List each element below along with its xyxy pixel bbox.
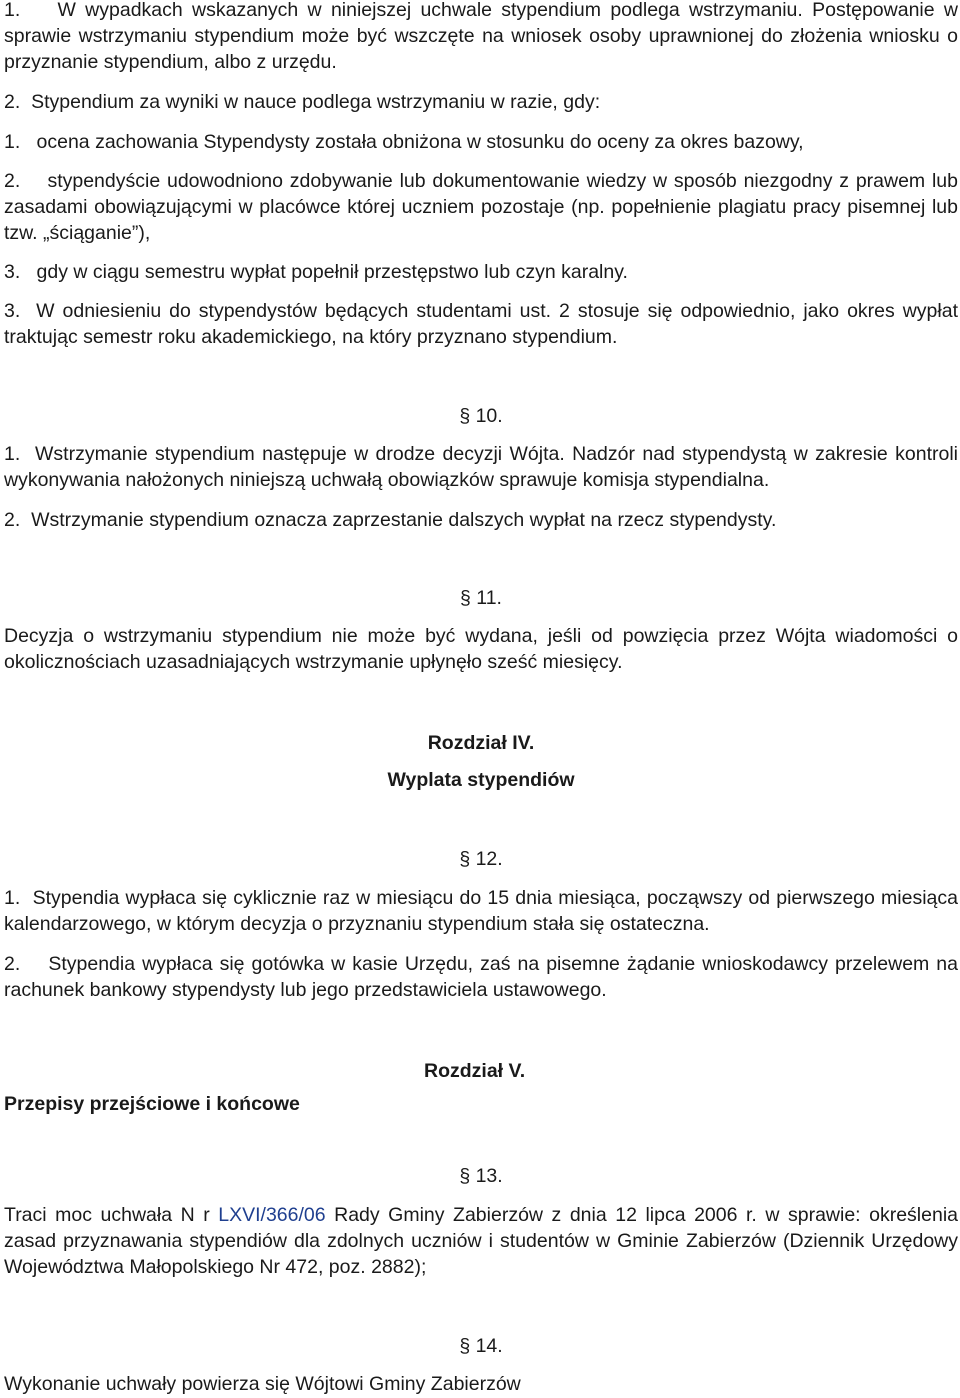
- condition-item-2: 2. stypendyście udowodniono zdobywanie lub dokumentowanie wiedzy w sposób niezgodny z prawem lub zasadami obowiązującymi w placówce której uczniem pozostaje (np. popełnienie plagiatu pracy pisemnej lub tzw. „ściąganie”),: [4, 170, 958, 244]
- repeal-text-start: Traci moc uchwała N r: [4, 1204, 219, 1226]
- section-heading-11: § 11.: [460, 587, 502, 609]
- resolution-link[interactable]: LXVI/366/06: [218, 1204, 326, 1226]
- paragraph-repeal: [4, 1202, 958, 1280]
- paragraph-suspension-meaning: 2. Wstrzymanie stypendium oznacza zaprzestanie dalszych wypłat na rzecz stypendysty.: [4, 509, 777, 531]
- paragraph-deadline: Decyzja o wstrzymaniu stypendium nie może być wydana, jeśli od powzięcia przez Wójta wiadomości o okolicznościach uzasadniających wstrzymanie upłynęło sześć miesięcy.: [4, 625, 958, 673]
- section-heading-10: § 10.: [459, 405, 503, 427]
- condition-item-1: 1. ocena zachowania Stypendysty została obniżona w stosunku do oceny za okres bazowy,: [4, 131, 804, 153]
- section-heading-14: § 14.: [459, 1335, 503, 1357]
- paragraph-payment-schedule: 1. Stypendia wypłaca się cyklicznie raz w miesiącu do 15 dnia miesiąca, począwszy od pierwszego miesiąca kalendarzowego, w którym decyzja o przyznaniu stypendium stała się ostateczna.: [4, 887, 958, 935]
- repeal-text-rest: Rady Gminy Zabierzów z dnia 12 lipca 2006 r. w sprawie: określenia zasad przyznawania stypendiów dla zdolnych uczniów i studentów w Gminie Zabierzów (Dziennik Urzędowy Województwa Małopolskiego Nr 472, poz. 2882);: [4, 1204, 959, 1278]
- chapter-heading-v: Rozdział V.: [424, 1060, 526, 1082]
- paragraph-students: 3. W odniesieniu do stypendystów będących studentami ust. 2 stosuje się odpowiednio, jako okres wypłat traktując semestr roku akademickiego, na który przyznano stypendium.: [4, 300, 958, 348]
- chapter-title-iv: Wyplata stypendiów: [387, 769, 575, 791]
- chapter-heading-iv: Rozdział IV.: [427, 732, 535, 754]
- paragraph-payment-method: 2. Stypendia wypłaca się gotówka w kasie Urzędu, zaś na pisemne żądanie wnioskodawcy przelewem na rachunek bankowy stypendysty lub jego przedstawiciela ustawowego.: [4, 953, 958, 1001]
- chapter-title-v: Przepisy przejściowe i końcowe: [4, 1093, 300, 1115]
- paragraph-decision: 1. Wstrzymanie stypendium następuje w drodze decyzji Wójta. Nadzór nad stypendystą w zakresie kontroli wykonywania nałożonych niniejszą uchwałą obowiązków sprawuje komisja stypendialna.: [4, 443, 958, 491]
- section-heading-12: § 12.: [459, 848, 503, 870]
- paragraph-execution: Wykonanie uchwały powierza się Wójtowi Gminy Zabierzów: [4, 1373, 521, 1395]
- condition-item-3: 3. gdy w ciągu semestru wypłat popełnił przestępstwo lub czyn karalny.: [4, 261, 628, 283]
- paragraph-suspension-intro: 1. W wypadkach wskazanych w niniejszej uchwale stypendium podlega wstrzymaniu. Postępowanie w sprawie wstrzymaniu stypendium może być wszczęte na wniosek osoby uprawnionej do złożenia wniosku o przyznanie stypendium, albo z urzędu.: [4, 0, 958, 73]
- section-heading-13: § 13.: [459, 1165, 503, 1187]
- paragraph-suspension-conditions: 2. Stypendium za wyniki w nauce podlega wstrzymaniu w razie, gdy:: [4, 91, 601, 113]
